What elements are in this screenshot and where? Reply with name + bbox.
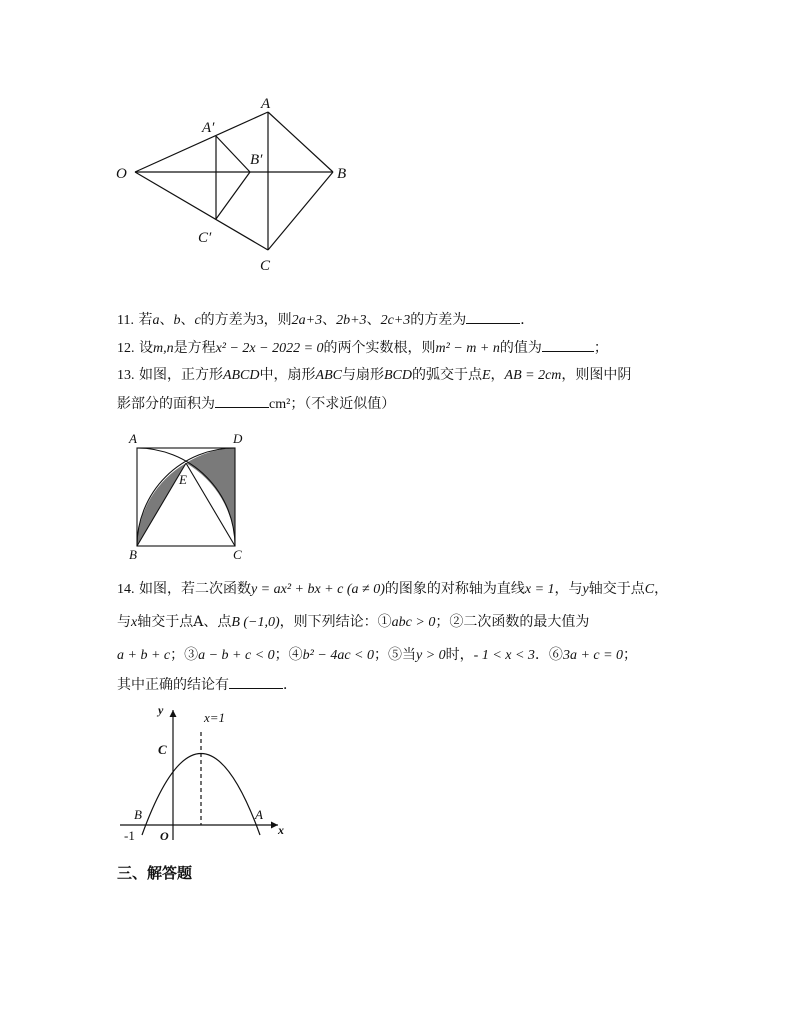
label-c-prime: C′ xyxy=(198,230,212,246)
question-14: 14. 如图，若二次函数y = ax² + bx + c (a ≠ 0)的图象的对称轴为直线x = 1，与y轴交于点C， xyxy=(117,581,669,597)
label-axis: x=1 xyxy=(204,710,226,725)
label-a: A xyxy=(129,431,137,446)
label-a-prime: A′ xyxy=(202,120,215,136)
question-13: 13. 如图，正方形ABCD中，扇形ABC与扇形BCD的弧交于点E，AB = 2cm，则图中阴 xyxy=(117,367,632,383)
figure-square xyxy=(125,428,255,564)
question-14-line-4: 其中正确的结论有 ． xyxy=(117,674,737,695)
question-14-line-3: a + b + c；③a − b + c < 0；④b² − 4ac < 0；⑤当y > 0时，- 1 < x < 3．⑥3a + c = 0； xyxy=(117,647,638,663)
answer-blank-14[interactable] xyxy=(229,674,283,689)
label-e: E xyxy=(179,472,187,487)
question-11: 11. 若a、b、c的方差为3，则2a+3、2b+3、2c+3的方差为 ． xyxy=(117,309,737,331)
question-12: 12. 设m,n是方程x² − 2x − 2022 = 0的两个实数根，则m² − m + n的值为 ； xyxy=(117,337,737,359)
answer-blank-11[interactable] xyxy=(466,309,520,324)
figure-parabola xyxy=(118,700,298,846)
label-b: B xyxy=(337,166,347,182)
label-o: O xyxy=(116,166,127,182)
label-x: x xyxy=(278,823,284,837)
label-b: B xyxy=(134,807,142,822)
label-d: D xyxy=(233,431,243,446)
label-y: y xyxy=(158,703,164,717)
section-heading: 三、解答题 xyxy=(117,864,193,882)
answer-blank-13[interactable] xyxy=(215,393,269,408)
parabola-diagram xyxy=(118,700,298,846)
label-a: A xyxy=(261,96,271,112)
question-14-line-2: 与x轴交于点A、点B (−1,0)，则下列结论：①abc > 0；②二次函数的最大值为 xyxy=(117,614,590,630)
label-b: B xyxy=(129,547,137,562)
question-13-line-2: 影部分的面积为 cm²；（不求近似值） xyxy=(117,393,737,415)
label-c: C xyxy=(158,742,167,757)
answer-blank-12[interactable] xyxy=(542,337,594,352)
label-c: C xyxy=(260,258,271,274)
label-neg1: -1 xyxy=(124,828,135,843)
label-b-prime: B′ xyxy=(250,152,263,168)
label-c: C xyxy=(233,547,242,562)
figure-kite xyxy=(110,90,360,280)
square-diagram xyxy=(125,428,255,564)
label-o: O xyxy=(160,829,169,843)
kite-diagram xyxy=(110,90,360,280)
label-a: A xyxy=(255,807,263,822)
